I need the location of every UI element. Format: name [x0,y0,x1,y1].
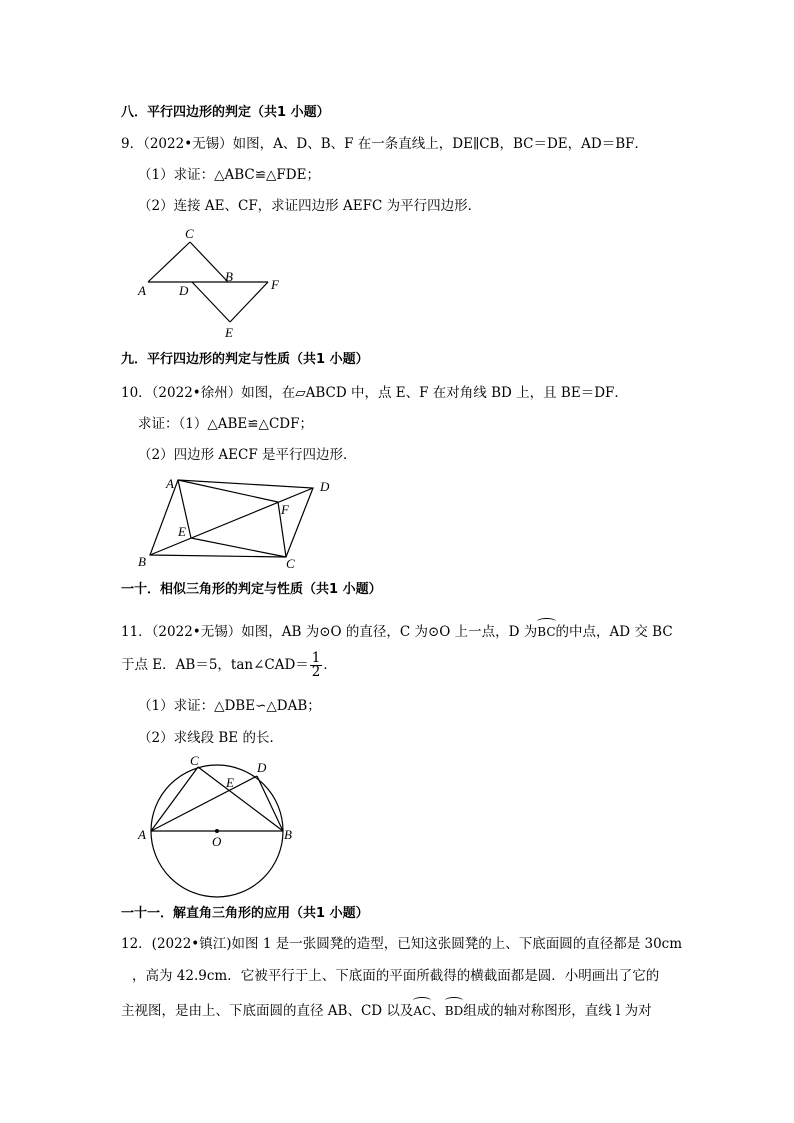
figure-question-11 [130,752,310,894]
figure-question-10 [130,468,350,580]
segment-ac [151,767,198,831]
arc-bd: BD [445,999,463,1020]
question-9-part-2: （2）连接 AE、CF，求证四边形 AEFC 为平行四边形． [138,198,482,214]
fraction-numerator: 1 [311,650,321,666]
question-11-stem-b: 的中点，AD 交 BC [555,624,673,640]
figure-question-9 [130,222,300,344]
segment-db [257,776,283,831]
question-10-stem: 10．（2022•徐州）如图，在▱ABCD 中，点 E、F 在对角线 BD 上，且 BE＝DF． [121,385,628,401]
segment-cb [198,767,283,831]
question-11-line-2-b: ． [323,657,337,673]
fraction-denominator: 2 [311,664,321,680]
label-b: B [225,269,233,284]
label-b: B [284,827,292,842]
question-9-stem: 9．（2022•无锡）如图，A、D、B、F 在一条直线上，DE∥CB，BC＝DE，AD＝BF． [121,136,649,152]
label-b: B [138,554,146,569]
question-10-part-2: （2）四边形 AECF 是平行四边形． [138,447,357,463]
question-11-line-2-a: 于点 E．AB＝5，tan∠CAD＝ [121,657,309,673]
label-c: C [190,753,199,768]
label-a: A [138,283,146,298]
center-point-o [215,829,219,833]
section-heading-11: 一十一．解直角三角形的应用（共1 小题） [121,906,369,921]
question-12-line-3-b: 组成的轴对称图形，直线 l 为对 [463,1003,652,1019]
question-11-part-2: （2）求线段 BE 的长． [138,730,283,746]
diagonal-bd [150,488,313,555]
segment-cb [190,242,228,282]
label-f: F [271,277,279,292]
label-d: D [320,479,330,494]
question-11-stem [121,620,673,641]
segment-ac [148,242,190,282]
arc-bc: BC [537,620,555,641]
label-o: O [212,834,222,849]
segment-ef [230,282,268,322]
question-11-part-1: （1）求证：△DBE∽△DAB； [138,698,321,714]
section-heading-9: 九．平行四边形的判定与性质（共1 小题） [121,352,369,367]
separator: 、 [431,1003,445,1019]
label-a: A [166,476,174,491]
label-c: C [286,556,295,571]
label-d: D [179,283,189,298]
question-10-part-1: 求证：（1）△ABE≌△CDF； [138,416,313,432]
question-12-line-1: 12．(2022•镇江)如图 1 是一张圆凳的造型，已知这张圆凳的上、下底面圆的直径都是 30cm [121,936,683,952]
label-e: E [226,775,234,790]
arc-ac: AC [413,999,431,1020]
fraction-one-half [310,652,323,679]
label-f: F [281,502,289,517]
label-c: C [185,226,194,241]
label-a: A [138,827,146,842]
label-e: E [178,524,186,539]
section-heading-10: 一十．相似三角形的判定与性质（共1 小题） [121,582,382,597]
section-heading-8: 八．平行四边形的判定（共1 小题） [121,105,330,120]
segment-ad [151,776,257,831]
question-12-line-3 [121,999,652,1020]
question-11-stem-a: 11．（2022•无锡）如图，AB 为⊙O 的直径，C 为⊙O 上一点，D 为 [121,624,538,640]
segment-de [192,282,230,322]
question-12-line-2: ，高为 42.9cm．它被平行于上、下底面的平面所截得的横截面都是圆．小明画出了它的 [132,968,660,984]
question-12-line-3-a: 主视图，是由上、下底面圆的直径 AB、CD 以及 [121,1003,414,1019]
question-11-line-2 [121,652,337,679]
label-d: D [257,760,267,775]
label-e: E [225,325,233,340]
segment-ec [191,538,286,557]
question-9-part-1: （1）求证：△ABC≌△FDE； [138,167,320,183]
